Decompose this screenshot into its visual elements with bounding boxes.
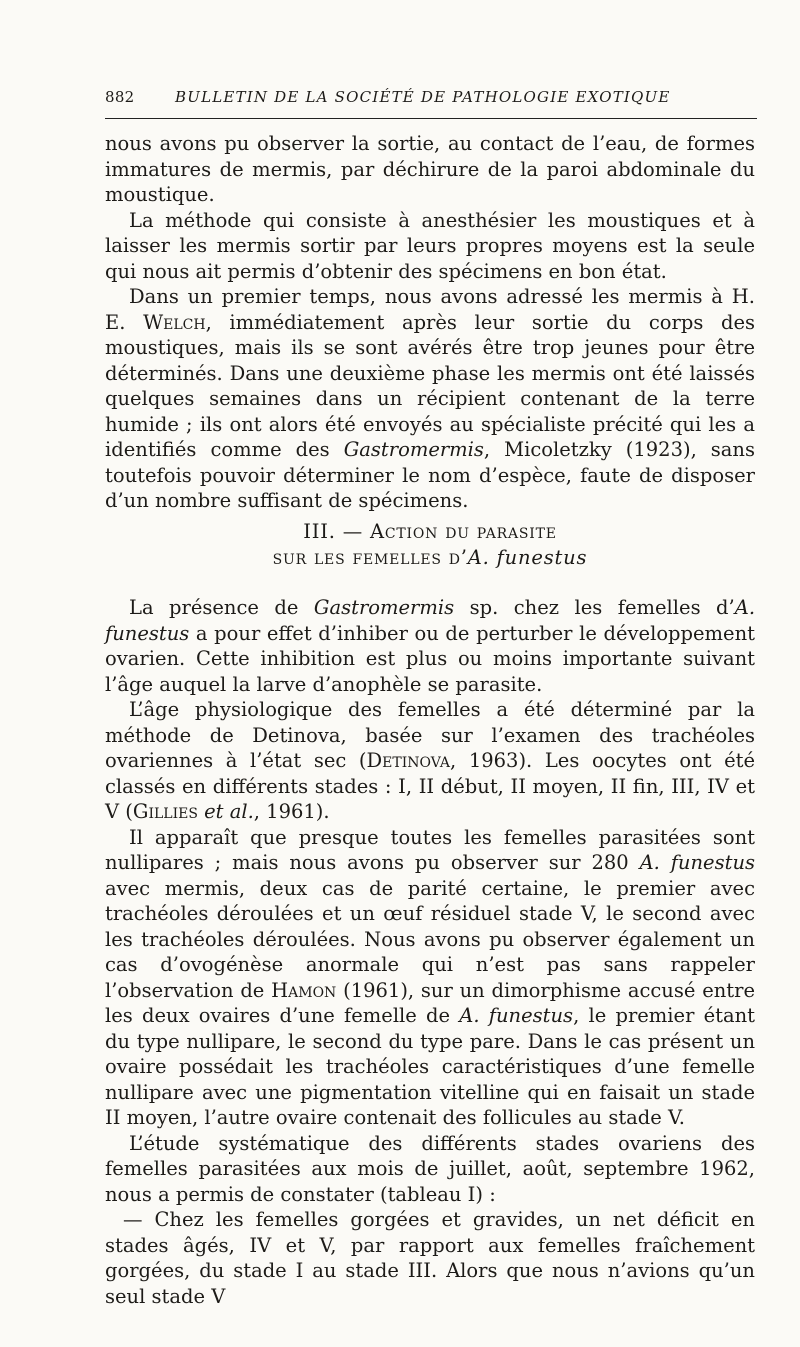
- journal-title: BULLETIN DE LA SOCIÉTÉ DE PATHOLOGIE EXOTIQUE: [175, 88, 671, 106]
- paragraph-continued: nous avons pu observer la sortie, au contact de l’eau, de formes immatures de mermis, par déchirure de la paroi abdominale du moustique.: [105, 132, 755, 206]
- genus-name: Gastromermis: [343, 438, 484, 461]
- author-detinova: Detinova: [366, 749, 451, 772]
- author-gillies: Gillies: [132, 800, 198, 823]
- paragraph-identification: Dans un premier temps, nous avons adressé les mermis à H. E. Welch, immédiatement après leur sortie du corps des moustiques, mais ils se sont avérés être trop jeunes pour être déterminés. Dans une deuxième phase les mermis ont été laissés quelques semaines dans un récipient contenant de la terre humide ; ils ont alors été envoyés au spécialiste précité qui les a identifiés comme des Gastromermis, Micoletzky (1923), sans toutefois pouvoir déterminer le nom d’espèce, faute de disposer d’un nombre suffisant de spécimens.: [105, 285, 755, 512]
- text-block-section-III: [105, 595, 755, 1309]
- paragraph-findings: — Chez les femelles gorgées et gravides, un net déficit en stades âgés, IV et V, par rapport aux femelles fraîchement gorgées, du stade I au stade III. Alors que nous n’avions qu’un seul stade V: [105, 1208, 755, 1308]
- section-heading-line-2: sur les femelles d’A. funestus: [272, 546, 588, 569]
- paragraph-physiological-age: L’âge physiologique des femelles a été déterminé par la méthode de Detinova, basée sur l’examen des trachéoles ovariennes à l’état sec (Detinova, 1963). Les oocytes ont été classés en différents stades : I, II début, II moyen, II fin, III, IV et V (Gillies et al., 1961).: [105, 698, 755, 823]
- author-hamon: Hamon: [271, 978, 337, 1002]
- text-block-top: [105, 131, 755, 514]
- paragraph-nulliparous: Il apparaît que presque toutes les femelles parasitées sont nullipares ; mais nous avons pu observer sur 280 A. funestus avec mermis, deux cas de parité certaine, le premier avec trachéoles déroulées et un œuf résiduel stade V, le second avec les trachéoles déroulées. Nous avons pu observer également un cas d’ovogénèse anormale qui n’est pas sans rappeler l’observation de Hamon (1961), sur un dimorphisme accusé entre les deux ovaires d’une femelle de A. funestus, le premier étant du type nullipare, le second du type pare. Dans le cas présent un ovaire possédait les trachéoles caractéristiques d’une femelle nullipare avec une pigmentation vitelline qui en faisait un stade II moyen, l’autre ovaire contenait des follicules au stade V.: [105, 825, 756, 1129]
- section-heading: [105, 519, 755, 571]
- author-welch: Welch: [143, 310, 206, 334]
- paragraph-effect: La présence de Gastromermis sp. chez les femelles d’A. funestus a pour effet d’inhiber ou de perturber le développement ovarien. Cette inhibition est plus ou moins importante suivant l’âge auquel la larve d’anophèle se parasite.: [105, 596, 756, 696]
- paragraph-anesthesia-method: La méthode qui consiste à anesthésier les moustiques et à laisser les mermis sortir par leurs propres moyens est la seule qui nous ait permis d’obtenir des spécimens en bon état.: [105, 208, 755, 283]
- section-heading-line-1: III. — Action du parasite: [303, 520, 557, 543]
- paragraph-systematic-study: L’étude systématique des différents stades ovariens des femelles parasitées aux mois de juillet, août, septembre 1962, nous a permis de constater (tableau I) :: [105, 1131, 755, 1206]
- header-rule: [105, 118, 757, 119]
- page-number: 882: [105, 88, 135, 106]
